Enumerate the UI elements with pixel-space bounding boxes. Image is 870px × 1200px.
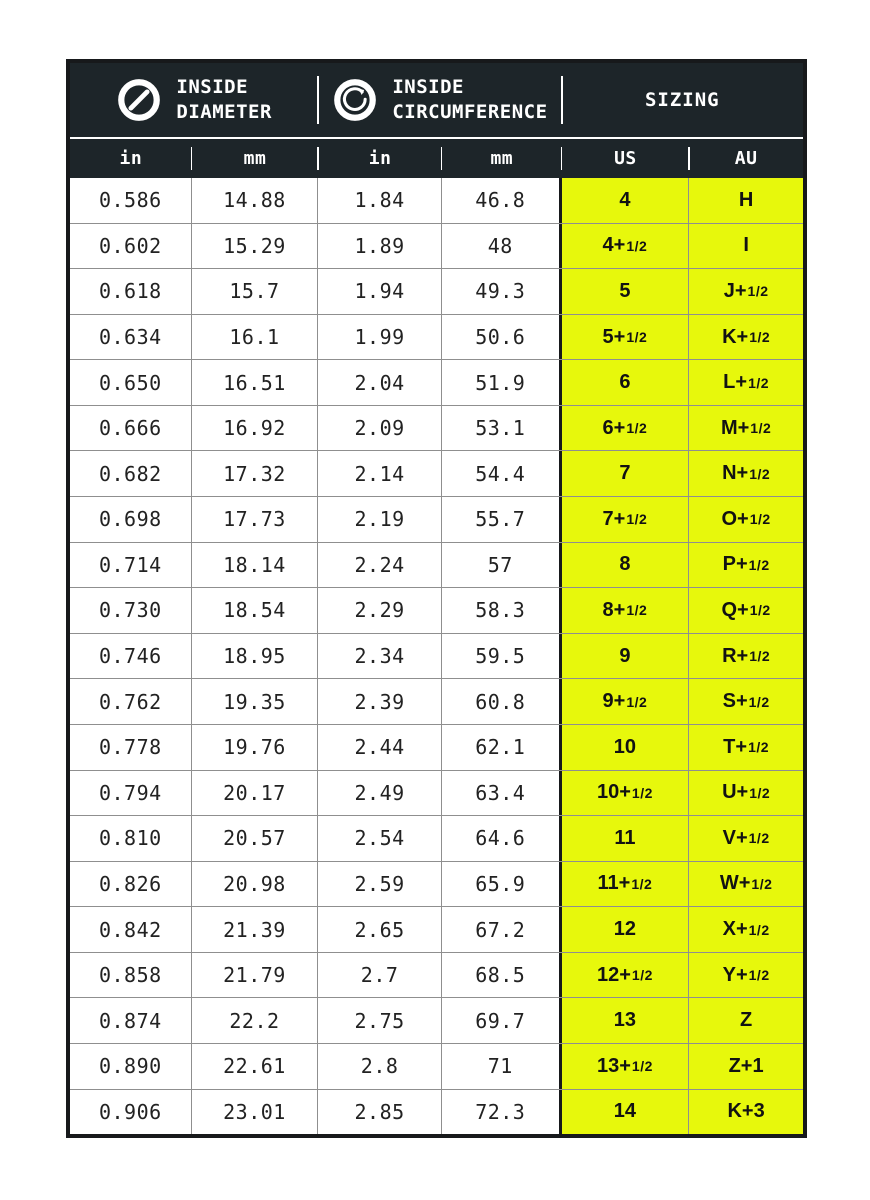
cell-diameter-mm: 18.95: [192, 634, 319, 679]
cell-size-au: N+ 1/2: [689, 451, 803, 496]
cell-size-au: V+ 1/2: [689, 816, 803, 861]
cell-diameter-mm: 21.39: [192, 907, 319, 952]
cell-circumference-mm: 63.4: [442, 771, 562, 816]
cell-diameter-in: 0.666: [70, 406, 192, 451]
cell-diameter-in: 0.810: [70, 816, 192, 861]
cell-diameter-mm: 23.01: [192, 1090, 319, 1135]
cell-diameter-in: 0.746: [70, 634, 192, 679]
cell-diameter-mm: 16.1: [192, 315, 319, 360]
table-row: [70, 952, 803, 998]
cell-circumference-mm: 71: [442, 1044, 562, 1089]
cell-diameter-in: 0.858: [70, 953, 192, 998]
table-row: [70, 906, 803, 952]
cell-circumference-mm: 68.5: [442, 953, 562, 998]
cell-size-au: Y+ 1/2: [689, 953, 803, 998]
cell-circumference-mm: 50.6: [442, 315, 562, 360]
cell-circumference-in: 2.24: [318, 543, 442, 588]
header-group-sizing: [562, 63, 803, 137]
cell-circumference-mm: 62.1: [442, 725, 562, 770]
cell-circumference-mm: 55.7: [442, 497, 562, 542]
cell-diameter-mm: 19.76: [192, 725, 319, 770]
diameter-icon: [116, 77, 162, 123]
cell-size-us: 10+ 1/2: [562, 771, 690, 816]
table-body: [70, 178, 803, 1134]
cell-size-us: 12+ 1/2: [562, 953, 690, 998]
cell-circumference-in: 2.65: [318, 907, 442, 952]
unit-diameter-mm: mm: [192, 139, 319, 178]
cell-diameter-in: 0.634: [70, 315, 192, 360]
table-header: [70, 63, 803, 178]
cell-circumference-mm: 57: [442, 543, 562, 588]
cell-diameter-in: 0.890: [70, 1044, 192, 1089]
cell-size-au: S+ 1/2: [689, 679, 803, 724]
cell-circumference-in: 2.85: [318, 1090, 442, 1135]
cell-circumference-mm: 49.3: [442, 269, 562, 314]
table-row: [70, 633, 803, 679]
cell-size-au: Z+1: [689, 1044, 803, 1089]
ring-size-table: [66, 59, 807, 1138]
unit-size-au: AU: [689, 139, 803, 178]
cell-diameter-in: 0.762: [70, 679, 192, 724]
cell-circumference-mm: 59.5: [442, 634, 562, 679]
table-row: [70, 997, 803, 1043]
cell-circumference-in: 1.84: [318, 178, 442, 223]
cell-circumference-in: 2.39: [318, 679, 442, 724]
header-group-inside-circumference: [318, 63, 561, 137]
table-row: [70, 542, 803, 588]
cell-size-us: 5+ 1/2: [562, 315, 690, 360]
cell-diameter-in: 0.618: [70, 269, 192, 314]
cell-circumference-in: 1.94: [318, 269, 442, 314]
cell-diameter-mm: 18.54: [192, 588, 319, 633]
cell-size-au: L+ 1/2: [689, 360, 803, 405]
cell-diameter-mm: 20.57: [192, 816, 319, 861]
cell-diameter-mm: 15.29: [192, 224, 319, 269]
table-row: [70, 450, 803, 496]
cell-diameter-in: 0.826: [70, 862, 192, 907]
cell-diameter-in: 0.842: [70, 907, 192, 952]
cell-diameter-mm: 16.92: [192, 406, 319, 451]
header-label-line: INSIDE: [392, 75, 464, 98]
cell-diameter-mm: 17.73: [192, 497, 319, 542]
cell-size-us: 12: [562, 907, 690, 952]
cell-diameter-in: 0.794: [70, 771, 192, 816]
cell-circumference-in: 2.19: [318, 497, 442, 542]
cell-size-us: 7+ 1/2: [562, 497, 690, 542]
table-row: [70, 1089, 803, 1135]
cell-diameter-mm: 14.88: [192, 178, 319, 223]
cell-size-us: 8: [562, 543, 690, 588]
header-label-line: DIAMETER: [176, 101, 272, 123]
cell-diameter-in: 0.682: [70, 451, 192, 496]
cell-circumference-in: 2.54: [318, 816, 442, 861]
header-label-line: CIRCUMFERENCE: [392, 101, 548, 123]
header-label-sizing: SIZING: [644, 89, 720, 111]
cell-diameter-in: 0.714: [70, 543, 192, 588]
cell-size-au: H: [689, 178, 803, 223]
cell-diameter-mm: 15.7: [192, 269, 319, 314]
table-row: [70, 1043, 803, 1089]
cell-circumference-mm: 65.9: [442, 862, 562, 907]
cell-diameter-in: 0.906: [70, 1090, 192, 1135]
cell-circumference-in: 2.59: [318, 862, 442, 907]
cell-size-us: 13+ 1/2: [562, 1044, 690, 1089]
cell-diameter-mm: 20.98: [192, 862, 319, 907]
cell-size-us: 13: [562, 998, 690, 1043]
table-row: [70, 770, 803, 816]
cell-circumference-in: 2.75: [318, 998, 442, 1043]
cell-diameter-in: 0.586: [70, 178, 192, 223]
header-label-line: INSIDE: [176, 75, 249, 98]
table-row: [70, 724, 803, 770]
cell-size-us: 10: [562, 725, 690, 770]
cell-size-au: K+ 1/2: [689, 315, 803, 360]
cell-diameter-mm: 17.32: [192, 451, 319, 496]
cell-diameter-mm: 18.14: [192, 543, 319, 588]
cell-circumference-in: 2.14: [318, 451, 442, 496]
cell-circumference-in: 1.89: [318, 224, 442, 269]
cell-size-au: J+ 1/2: [689, 269, 803, 314]
cell-diameter-in: 0.698: [70, 497, 192, 542]
cell-circumference-mm: 72.3: [442, 1090, 562, 1135]
cell-size-us: 5: [562, 269, 690, 314]
header-label-inside-diameter: [176, 75, 272, 125]
cell-diameter-in: 0.874: [70, 998, 192, 1043]
cell-size-au: K+3: [689, 1090, 803, 1135]
unit-size-us: US: [562, 139, 690, 178]
header-group-inside-diameter: [70, 63, 318, 137]
unit-circumference-mm: mm: [442, 139, 562, 178]
cell-size-au: O+ 1/2: [689, 497, 803, 542]
cell-size-us: 14: [562, 1090, 690, 1135]
cell-size-au: U+ 1/2: [689, 771, 803, 816]
table-row: [70, 314, 803, 360]
cell-diameter-in: 0.730: [70, 588, 192, 633]
cell-circumference-mm: 60.8: [442, 679, 562, 724]
cell-diameter-mm: 22.2: [192, 998, 319, 1043]
table-row: [70, 359, 803, 405]
cell-size-us: 7: [562, 451, 690, 496]
cell-size-us: 9: [562, 634, 690, 679]
table-row: [70, 496, 803, 542]
cell-circumference-mm: 69.7: [442, 998, 562, 1043]
cell-circumference-mm: 58.3: [442, 588, 562, 633]
cell-circumference-mm: 46.8: [442, 178, 562, 223]
cell-size-us: 11+ 1/2: [562, 862, 690, 907]
cell-diameter-in: 0.650: [70, 360, 192, 405]
cell-size-us: 6: [562, 360, 690, 405]
table-row: [70, 405, 803, 451]
table-row: [70, 223, 803, 269]
cell-circumference-in: 2.09: [318, 406, 442, 451]
cell-circumference-mm: 53.1: [442, 406, 562, 451]
cell-circumference-mm: 54.4: [442, 451, 562, 496]
cell-size-au: Z: [689, 998, 803, 1043]
cell-circumference-mm: 67.2: [442, 907, 562, 952]
table-row: [70, 815, 803, 861]
cell-circumference-in: 2.34: [318, 634, 442, 679]
unit-circumference-in: in: [318, 139, 442, 178]
cell-circumference-mm: 64.6: [442, 816, 562, 861]
cell-size-au: R+ 1/2: [689, 634, 803, 679]
cell-size-us: 8+ 1/2: [562, 588, 690, 633]
circumference-icon: [332, 77, 378, 123]
unit-diameter-in: in: [119, 148, 143, 169]
cell-diameter-mm: 20.17: [192, 771, 319, 816]
cell-circumference-mm: 48: [442, 224, 562, 269]
cell-diameter-mm: 21.79: [192, 953, 319, 998]
header-unit-row: [70, 137, 803, 178]
header-label-inside-circumference: [392, 75, 547, 125]
header-icon-row: [70, 63, 803, 137]
cell-circumference-in: 2.8: [318, 1044, 442, 1089]
cell-diameter-mm: 22.61: [192, 1044, 319, 1089]
cell-size-au: P+ 1/2: [689, 543, 803, 588]
table-row: [70, 268, 803, 314]
cell-size-us: 11: [562, 816, 690, 861]
cell-circumference-in: 2.44: [318, 725, 442, 770]
cell-size-au: X+ 1/2: [689, 907, 803, 952]
cell-diameter-mm: 16.51: [192, 360, 319, 405]
table-row: [70, 678, 803, 724]
cell-size-au: M+ 1/2: [689, 406, 803, 451]
table-row: [70, 861, 803, 907]
cell-size-au: W+ 1/2: [689, 862, 803, 907]
cell-diameter-mm: 19.35: [192, 679, 319, 724]
cell-circumference-in: 2.29: [318, 588, 442, 633]
cell-circumference-in: 1.99: [318, 315, 442, 360]
cell-size-us: 4+ 1/2: [562, 224, 690, 269]
cell-circumference-mm: 51.9: [442, 360, 562, 405]
cell-size-au: Q+ 1/2: [689, 588, 803, 633]
table-row: [70, 587, 803, 633]
cell-circumference-in: 2.49: [318, 771, 442, 816]
cell-size-au: I: [689, 224, 803, 269]
cell-size-au: T+ 1/2: [689, 725, 803, 770]
cell-size-us: 9+ 1/2: [562, 679, 690, 724]
cell-diameter-in: 0.778: [70, 725, 192, 770]
cell-diameter-in: 0.602: [70, 224, 192, 269]
cell-size-us: 6+ 1/2: [562, 406, 690, 451]
cell-circumference-in: 2.7: [318, 953, 442, 998]
cell-circumference-in: 2.04: [318, 360, 442, 405]
cell-size-us: 4: [562, 178, 690, 223]
table-row: [70, 178, 803, 223]
